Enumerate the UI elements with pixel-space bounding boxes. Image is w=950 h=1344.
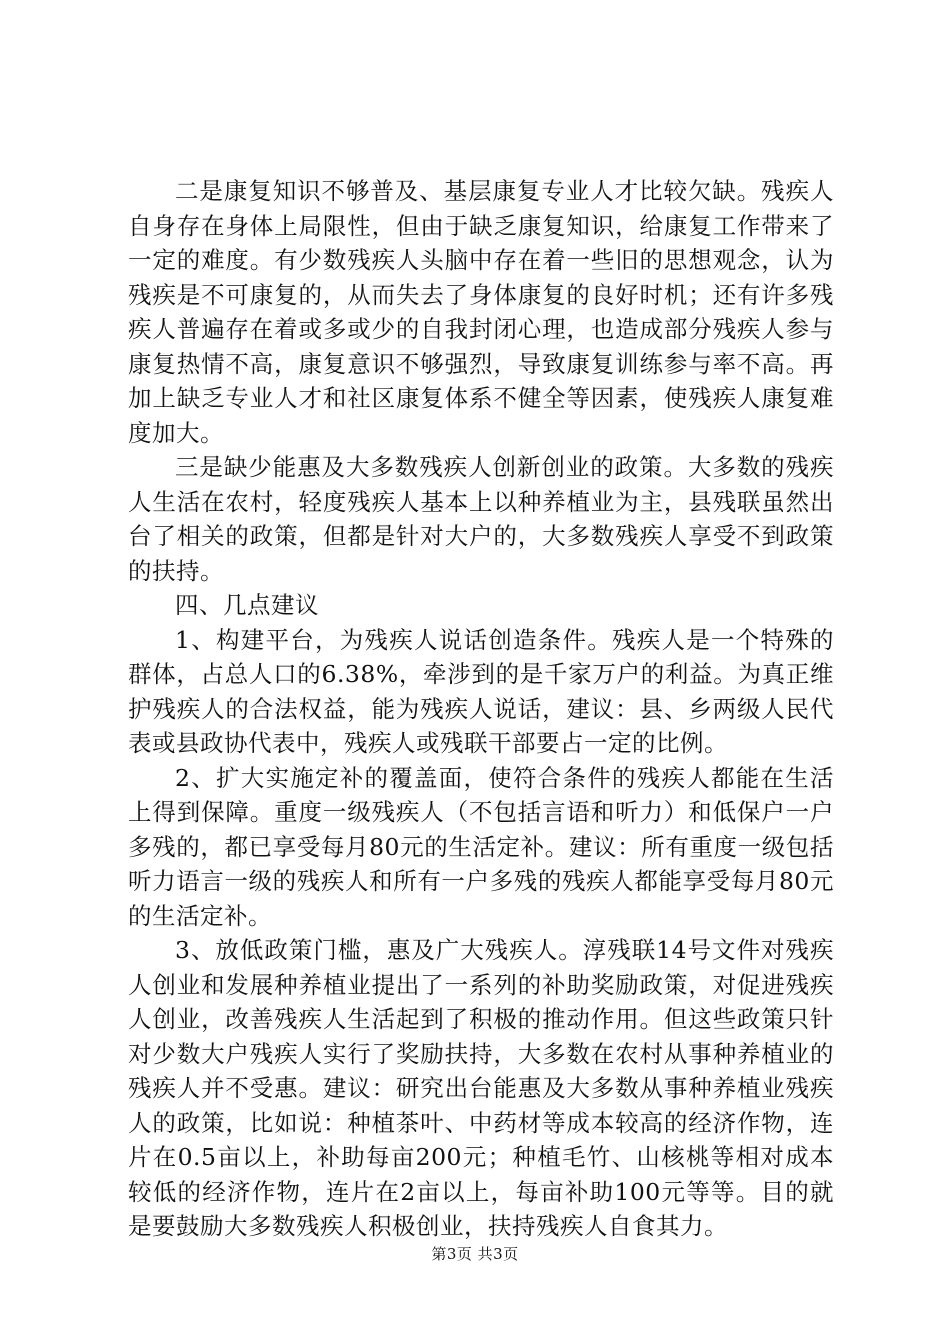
paragraph-rehab-knowledge: 二是康复知识不够普及、基层康复专业人才比较欠缺。残疾人自身存在身体上局限性，但由于缺乏康复知识，给康复工作带来了一定的难度。有少数残疾人头脑中存在着一些旧的思想观念，认为残疾是不可康复的，从而失去了身体康复的良好时机；还有许多残疾人普遍存在着或多或少的自我封闭心理，也造成部分残疾人参与康复热情不高，康复意识不够强烈，导致康复训练参与率不高。再加上缺乏专业人才和社区康复体系不健全等因素，使残疾人康复难度加大。 [128, 177, 834, 447]
paragraph-suggestion-2: 2、扩大实施定补的覆盖面，使符合条件的残疾人都能在生活上得到保障。重度一级残疾人（不包括言语和听力）和低保户一户多残的，都已享受每月80元的生活定补。建议：所有重度一级包括听力语言一级的残疾人和所有一户多残的残疾人都能享受每月80元的生活定补。 [128, 763, 834, 930]
paragraph-suggestion-3: 3、放低政策门槛，惠及广大残疾人。淳残联14号文件对残疾人创业和发展种养植业提出了一系列的补助奖励政策，对促进残疾人创业，改善残疾人生活起到了积极的推动作用。但这些政策只针对少数大户残疾人实行了奖励扶持，大多数在农村从事种养植业的残疾人并不受惠。建议：研究出台能惠及大多数从事种养植业残疾人的政策，比如说：种植茶叶、中药材等成本较高的经济作物，连片在0.5亩以上，补助每亩200元；种植毛竹、山核桃等相对成本较低的经济作物，连片在2亩以上，每亩补助100元等等。目的就是要鼓励大多数残疾人积极创业，扶持残疾人自食其力。 [128, 936, 834, 1240]
document-body [128, 174, 834, 1244]
paragraph-policy-gap: 三是缺少能惠及大多数残疾人创新创业的政策。大多数的残疾人生活在农村，轻度残疾人基本上以种养植业为主，县残联虽然出台了相关的政策，但都是针对大户的，大多数残疾人享受不到政策的扶持。 [128, 453, 834, 585]
page-footer: 第3页 共3页 [431, 1245, 519, 1263]
section-heading-suggestions: 四、几点建议 [175, 591, 319, 619]
paragraph-suggestion-1: 1、构建平台，为残疾人说话创造条件。残疾人是一个特殊的群体，占总人口的6.38%，牵涉到的是千家万户的利益。为真正维护残疾人的合法权益，能为残疾人说话，建议：县、乡两级人民代表或县政协代表中，残疾人或残联干部要占一定的比例。 [128, 625, 834, 757]
